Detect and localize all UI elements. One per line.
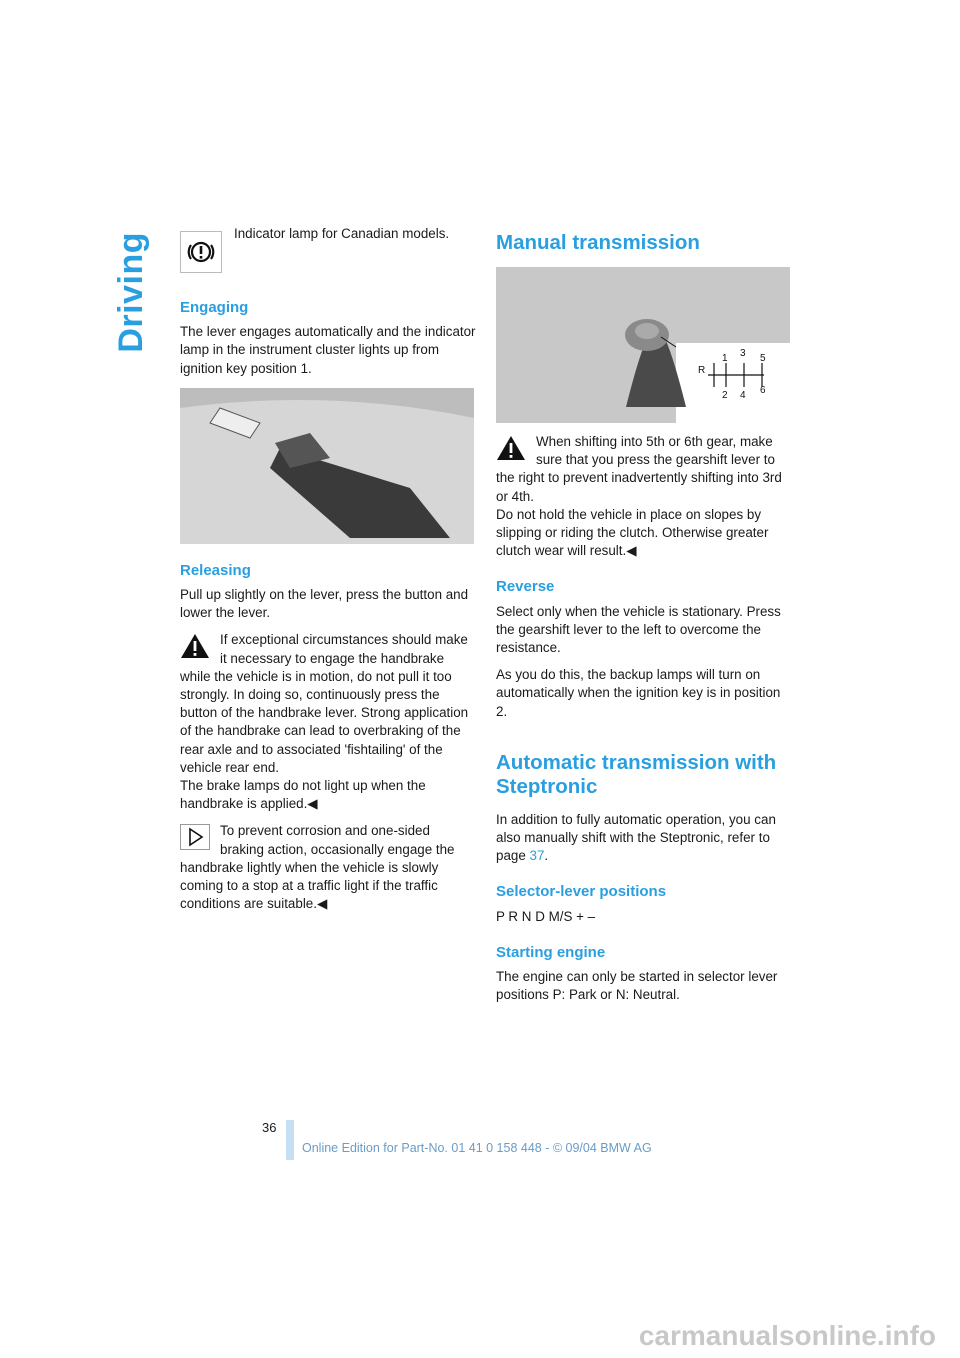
engaging-text: The lever engages automatically and the indicator lamp in the instrument cluster lights up from ignition key position 1. — [180, 324, 476, 376]
gear-label-2: 2 — [722, 390, 728, 401]
warning-text: If exceptional circumstances should make it necessary to engage the handbrake while the vehicle is in motion, do not pull it too strongly. In doing so, continuously press the button of the handbrake lever. Strong application of the handbrake can lead to overbraking of the rear axle and to associated 'fishtailing' of the vehicle rear end. — [180, 632, 469, 775]
brake-indicator-icon — [180, 231, 222, 273]
reverse-text-2: As you do this, the backup lamps will turn on automatically when the ignition key is in position 2. — [496, 667, 781, 719]
starting-text: The engine can only be started in selector lever positions P: Park or N: Neutral. — [496, 969, 778, 1003]
gear-label-3: 3 — [740, 348, 746, 359]
engaging-heading: Engaging — [180, 299, 249, 316]
handbrake-photo — [180, 388, 474, 544]
gear-label-r: R — [698, 365, 706, 376]
releasing-text: Pull up slightly on the lever, press the button and lower the lever. — [180, 587, 469, 621]
automatic-text-before: In addition to fully automatic operation, you can also manually shift with the Steptronic, refer to page — [496, 811, 776, 864]
automatic-text — [496, 811, 792, 866]
page-link[interactable]: 37 — [529, 848, 545, 864]
left-column — [180, 225, 476, 913]
automatic-heading: Automatic transmission with Steptronic — [496, 750, 777, 798]
chapter-title: Driving — [112, 232, 150, 353]
page-number: 36 — [262, 1120, 277, 1135]
footer-bar — [286, 1120, 294, 1160]
footer-edition: Online Edition for Part-No. 01 41 0 158 448 - © 09/04 BMW AG — [302, 1141, 652, 1155]
right-column — [496, 225, 792, 1013]
releasing-warning — [180, 631, 476, 777]
warning-triangle-icon — [180, 633, 210, 664]
indicator-caption: Indicator lamp for Canadian models. — [234, 226, 450, 241]
tip-triangle-icon — [180, 824, 210, 855]
tip-text: To prevent corrosion and one-sided braking action, occasionally engage the handbrake lightly when the vehicle is slowly coming to a stop at a traffic light if the traffic conditions are suitable.◀ — [180, 823, 455, 912]
releasing-heading: Releasing — [180, 561, 251, 579]
gear-label-4: 4 — [740, 390, 746, 401]
gear-label-5: 5 — [760, 353, 766, 364]
warning-text-2: The brake lamps do not light up when the handbrake is applied.◀ — [180, 778, 426, 812]
reverse-heading: Reverse — [496, 578, 555, 596]
selector-heading: Selector-lever positions — [496, 883, 667, 901]
selector-text: P R N D M/S + – — [496, 908, 596, 924]
manual-warning-text-2: Do not hold the vehicle in place on slopes by slipping or riding the clutch. Otherwise greater clutch wear will result.◀ — [496, 506, 769, 559]
warning-triangle-icon — [496, 435, 526, 466]
gear-label-6: 6 — [760, 385, 766, 396]
watermark: carmanualsonline.info — [638, 1320, 936, 1351]
releasing-tip — [180, 822, 476, 913]
gear-label-1: 1 — [722, 353, 728, 364]
gearshift-photo — [496, 267, 790, 423]
manual-heading: Manual transmission — [496, 231, 700, 254]
indicator-row — [180, 225, 476, 281]
manual-warning-text: When shifting into 5th or 6th gear, make sure that you press the gearshift lever to the right to prevent inadvertently shifting into 3rd or 4th. — [496, 434, 782, 504]
reverse-text-1: Select only when the vehicle is stationary. Press the gearshift lever to the left to overcome the resistance. — [496, 603, 781, 656]
automatic-text-after: . — [544, 848, 549, 864]
starting-heading: Starting engine — [496, 943, 606, 961]
manual-warning — [496, 433, 792, 506]
